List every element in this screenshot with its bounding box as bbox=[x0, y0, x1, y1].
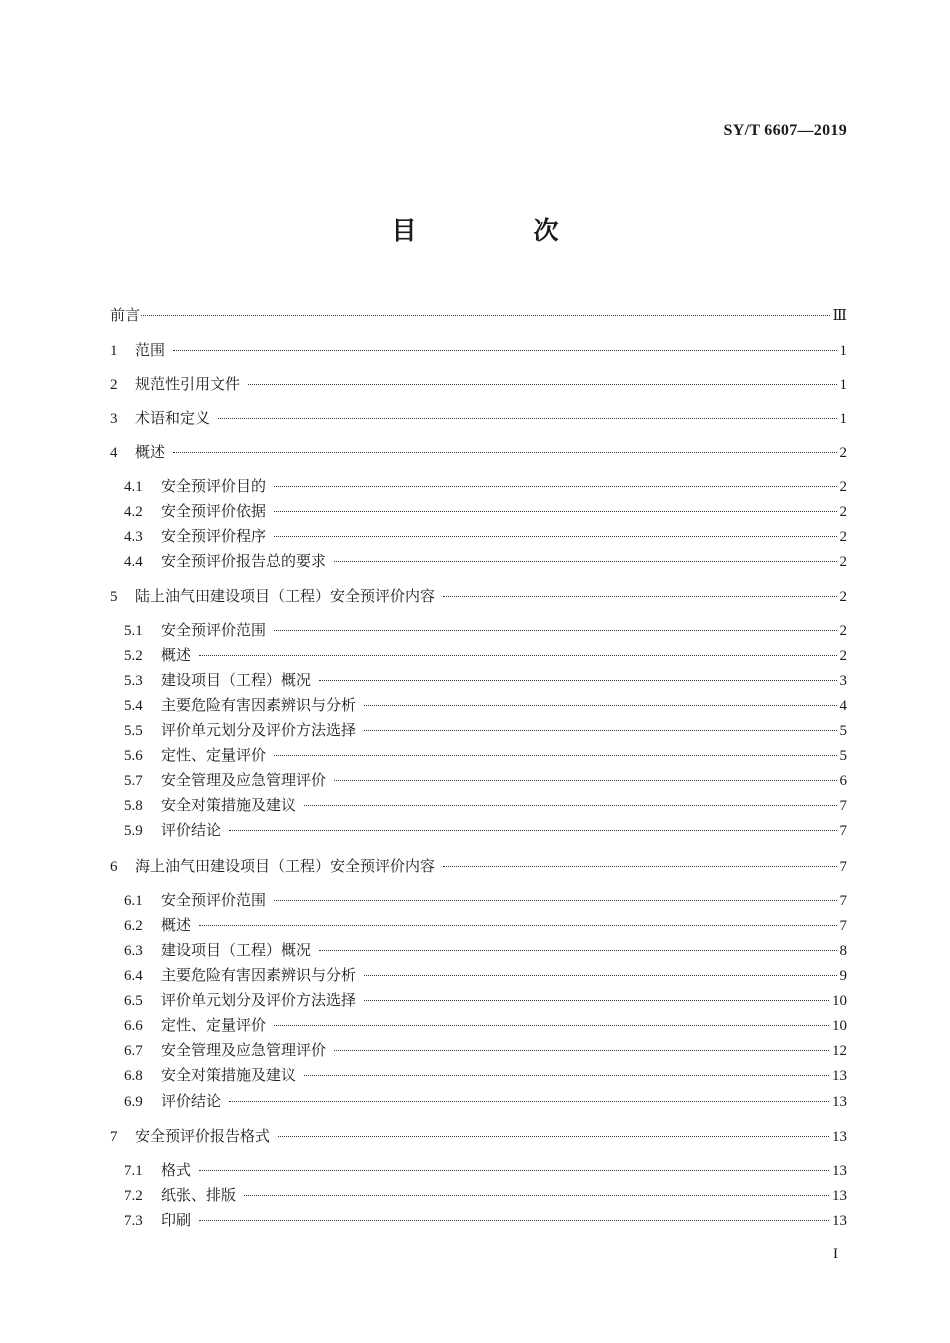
toc-entry-label: 安全预评价范围 bbox=[161, 891, 267, 909]
toc-entry-page: 13 bbox=[832, 1188, 847, 1204]
toc-entry-page: 13 bbox=[832, 1213, 847, 1229]
standard-code: SY/T 6607—2019 bbox=[723, 122, 847, 139]
toc-entry-page: 2 bbox=[839, 623, 847, 639]
toc-entry-page: 7 bbox=[839, 798, 847, 814]
toc-entry-label: 建设项目（工程）概况 bbox=[161, 941, 312, 959]
dot-leader bbox=[364, 974, 836, 976]
toc-entry-page: 2 bbox=[839, 479, 847, 495]
toc-entry[interactable] bbox=[110, 340, 847, 360]
toc-entry-label: 评价结论 bbox=[161, 1092, 222, 1110]
toc-entry[interactable] bbox=[124, 1185, 847, 1205]
toc-entry-label: 定性、定量评价 bbox=[161, 746, 267, 764]
toc-entry-page: 8 bbox=[839, 943, 847, 959]
toc-entry[interactable] bbox=[124, 720, 847, 740]
toc-entry-number: 4.4 bbox=[124, 554, 143, 570]
toc-entry-label: 安全对策措施及建议 bbox=[161, 1066, 297, 1084]
toc-entry-label: 安全预评价依据 bbox=[161, 502, 267, 520]
dot-leader bbox=[334, 560, 836, 562]
dot-leader bbox=[443, 865, 836, 867]
toc-entry-number: 3 bbox=[110, 411, 118, 427]
toc-entry-page: 7 bbox=[839, 823, 847, 839]
toc-entry[interactable] bbox=[124, 745, 847, 765]
toc-entry-number: 6.5 bbox=[124, 993, 143, 1009]
dot-leader bbox=[334, 1049, 829, 1051]
dot-leader bbox=[319, 679, 836, 681]
toc-entry-label: 陆上油气田建设项目（工程）安全预评价内容 bbox=[135, 587, 436, 605]
dot-leader bbox=[274, 510, 836, 512]
toc-entry[interactable] bbox=[124, 940, 847, 960]
toc-entry-number: 5.6 bbox=[124, 748, 143, 764]
toc-entry-label: 规范性引用文件 bbox=[135, 375, 241, 393]
toc-entry[interactable] bbox=[110, 408, 847, 428]
dot-leader bbox=[229, 1100, 829, 1102]
dot-leader bbox=[248, 383, 836, 385]
toc-entry-number: 5.7 bbox=[124, 773, 143, 789]
toc-entry-page: 9 bbox=[839, 968, 847, 984]
toc-entry-number: 4.2 bbox=[124, 504, 143, 520]
toc-entry-page: 2 bbox=[839, 504, 847, 520]
dot-leader bbox=[173, 451, 836, 453]
toc-entry-number: 6.6 bbox=[124, 1018, 143, 1034]
dot-leader bbox=[443, 595, 836, 597]
toc-entry-number: 6 bbox=[110, 859, 118, 875]
toc-entry-label: 范围 bbox=[135, 341, 166, 359]
dot-leader bbox=[274, 1024, 829, 1026]
toc-entry-label: 安全预评价报告格式 bbox=[135, 1127, 271, 1145]
toc-entry-page: Ⅲ bbox=[832, 308, 847, 324]
toc-entry-label: 纸张、排版 bbox=[161, 1186, 237, 1204]
toc-entry[interactable] bbox=[124, 1015, 847, 1035]
dot-leader bbox=[218, 417, 836, 419]
toc-entry[interactable] bbox=[110, 305, 847, 325]
toc-entry-number: 4.3 bbox=[124, 529, 143, 545]
dot-leader bbox=[364, 999, 829, 1001]
toc-entry[interactable] bbox=[124, 695, 847, 715]
toc-entry[interactable] bbox=[124, 526, 847, 546]
toc-entry[interactable] bbox=[124, 965, 847, 985]
toc-entry-number: 5.1 bbox=[124, 623, 143, 639]
toc-entry[interactable] bbox=[124, 1065, 847, 1085]
toc-entry-page: 7 bbox=[839, 859, 847, 875]
toc-entry-label: 主要危险有害因素辨识与分析 bbox=[161, 966, 357, 984]
toc-entry-page: 1 bbox=[839, 411, 847, 427]
toc-entry-page: 13 bbox=[832, 1163, 847, 1179]
toc-entry-number: 7.3 bbox=[124, 1213, 143, 1229]
toc-entry-label: 评价单元划分及评价方法选择 bbox=[161, 721, 357, 739]
toc-entry-page: 5 bbox=[839, 748, 847, 764]
toc-entry-page: 2 bbox=[839, 554, 847, 570]
toc-entry-label: 安全对策措施及建议 bbox=[161, 796, 297, 814]
dot-leader bbox=[319, 949, 836, 951]
toc-entry[interactable] bbox=[124, 1160, 847, 1180]
toc-entry-number: 5.3 bbox=[124, 673, 143, 689]
toc-entry[interactable] bbox=[124, 770, 847, 790]
toc-entry-page: 2 bbox=[839, 648, 847, 664]
toc-entry-number: 1 bbox=[110, 343, 118, 359]
toc-entry-label: 安全管理及应急管理评价 bbox=[161, 1041, 327, 1059]
toc-entry-label: 评价结论 bbox=[161, 821, 222, 839]
toc-entry[interactable] bbox=[124, 476, 847, 496]
toc-entry[interactable] bbox=[124, 670, 847, 690]
toc-entry-page: 10 bbox=[832, 993, 847, 1009]
toc-entry-number: 5.9 bbox=[124, 823, 143, 839]
toc-entry[interactable] bbox=[124, 1091, 847, 1111]
toc-entry[interactable] bbox=[110, 856, 847, 876]
toc-entry-page: 4 bbox=[839, 698, 847, 714]
dot-leader bbox=[229, 829, 836, 831]
toc-entry-page: 1 bbox=[839, 377, 847, 393]
toc-entry-label: 印刷 bbox=[161, 1211, 192, 1229]
toc-entry-number: 6.1 bbox=[124, 893, 143, 909]
toc-entry-number: 7.1 bbox=[124, 1163, 143, 1179]
toc-entry[interactable] bbox=[110, 442, 847, 462]
toc-entry-page: 3 bbox=[839, 673, 847, 689]
toc-entry-number: 5.8 bbox=[124, 798, 143, 814]
toc-entry-page: 7 bbox=[839, 918, 847, 934]
toc-entry-label: 安全预评价范围 bbox=[161, 621, 267, 639]
toc-entry[interactable] bbox=[124, 915, 847, 935]
toc-entry-number: 7 bbox=[110, 1129, 118, 1145]
toc-entry-label: 前言 bbox=[110, 306, 141, 324]
dot-leader bbox=[334, 779, 836, 781]
dot-leader bbox=[274, 754, 836, 756]
dot-leader bbox=[304, 804, 836, 806]
toc-entry[interactable] bbox=[124, 795, 847, 815]
toc-entry-label: 主要危险有害因素辨识与分析 bbox=[161, 696, 357, 714]
toc-entry-number: 2 bbox=[110, 377, 118, 393]
toc-entry-page: 12 bbox=[832, 1043, 847, 1059]
toc-entry-number: 5.2 bbox=[124, 648, 143, 664]
toc-entry-label: 概述 bbox=[161, 646, 192, 664]
toc-entry-label: 概述 bbox=[135, 443, 166, 461]
toc-entry-number: 7.2 bbox=[124, 1188, 143, 1204]
toc-entry-number: 6.8 bbox=[124, 1068, 143, 1084]
toc-entry[interactable] bbox=[124, 551, 847, 571]
dot-leader bbox=[173, 349, 836, 351]
page-number: I bbox=[833, 1246, 838, 1262]
dot-leader bbox=[141, 314, 830, 316]
toc-entry-label: 术语和定义 bbox=[135, 409, 211, 427]
toc-entry-number: 6.7 bbox=[124, 1043, 143, 1059]
dot-leader bbox=[274, 899, 836, 901]
dot-leader bbox=[199, 1219, 829, 1221]
dot-leader bbox=[199, 924, 836, 926]
toc-entry[interactable] bbox=[124, 890, 847, 910]
toc-entry-page: 5 bbox=[839, 723, 847, 739]
dot-leader bbox=[274, 629, 836, 631]
dot-leader bbox=[274, 485, 836, 487]
toc-entry-page: 2 bbox=[839, 445, 847, 461]
toc-entry-page: 10 bbox=[832, 1018, 847, 1034]
toc-entry-number: 4 bbox=[110, 445, 118, 461]
toc-entry-page: 7 bbox=[839, 893, 847, 909]
toc-entry[interactable] bbox=[124, 990, 847, 1010]
toc-entry[interactable] bbox=[124, 820, 847, 840]
toc-entry-number: 6.3 bbox=[124, 943, 143, 959]
toc-entry[interactable] bbox=[124, 645, 847, 665]
dot-leader bbox=[364, 729, 836, 731]
toc-entry-label: 安全预评价报告总的要求 bbox=[161, 552, 327, 570]
toc-entry-number: 6.4 bbox=[124, 968, 143, 984]
toc-entry-label: 海上油气田建设项目（工程）安全预评价内容 bbox=[135, 857, 436, 875]
toc-entry-page: 1 bbox=[839, 343, 847, 359]
toc-entry-page: 2 bbox=[839, 529, 847, 545]
toc-entry[interactable] bbox=[124, 1210, 847, 1230]
dot-leader bbox=[274, 535, 836, 537]
toc-entry[interactable] bbox=[110, 374, 847, 394]
toc-entry[interactable] bbox=[124, 501, 847, 521]
toc-entry-page: 13 bbox=[832, 1129, 847, 1145]
dot-leader bbox=[244, 1194, 829, 1196]
dot-leader bbox=[199, 654, 836, 656]
toc-entry[interactable] bbox=[110, 586, 847, 606]
toc-entry-number: 5 bbox=[110, 589, 118, 605]
toc-entry-label: 定性、定量评价 bbox=[161, 1016, 267, 1034]
toc-entry-label: 安全预评价程序 bbox=[161, 527, 267, 545]
toc-entry-label: 概述 bbox=[161, 916, 192, 934]
toc-entry-number: 6.2 bbox=[124, 918, 143, 934]
toc-entry-page: 13 bbox=[832, 1094, 847, 1110]
dot-leader bbox=[304, 1074, 829, 1076]
toc-entry[interactable] bbox=[124, 620, 847, 640]
toc-entry-page: 6 bbox=[839, 773, 847, 789]
toc-entry-number: 5.5 bbox=[124, 723, 143, 739]
toc-entry[interactable] bbox=[124, 1040, 847, 1060]
toc-entry-page: 13 bbox=[832, 1068, 847, 1084]
toc-entry-label: 安全管理及应急管理评价 bbox=[161, 771, 327, 789]
page-title: 目 次 bbox=[391, 216, 605, 245]
toc-entry-label: 建设项目（工程）概况 bbox=[161, 671, 312, 689]
toc-entry[interactable] bbox=[110, 1126, 847, 1146]
toc-entry-label: 安全预评价目的 bbox=[161, 477, 267, 495]
toc-entry-number: 5.4 bbox=[124, 698, 143, 714]
dot-leader bbox=[364, 704, 836, 706]
toc-entry-number: 4.1 bbox=[124, 479, 143, 495]
dot-leader bbox=[278, 1135, 829, 1137]
dot-leader bbox=[199, 1169, 829, 1171]
toc-entry-label: 评价单元划分及评价方法选择 bbox=[161, 991, 357, 1009]
toc-entry-page: 2 bbox=[839, 589, 847, 605]
toc-entry-label: 格式 bbox=[161, 1161, 192, 1179]
toc-entry-number: 6.9 bbox=[124, 1094, 143, 1110]
